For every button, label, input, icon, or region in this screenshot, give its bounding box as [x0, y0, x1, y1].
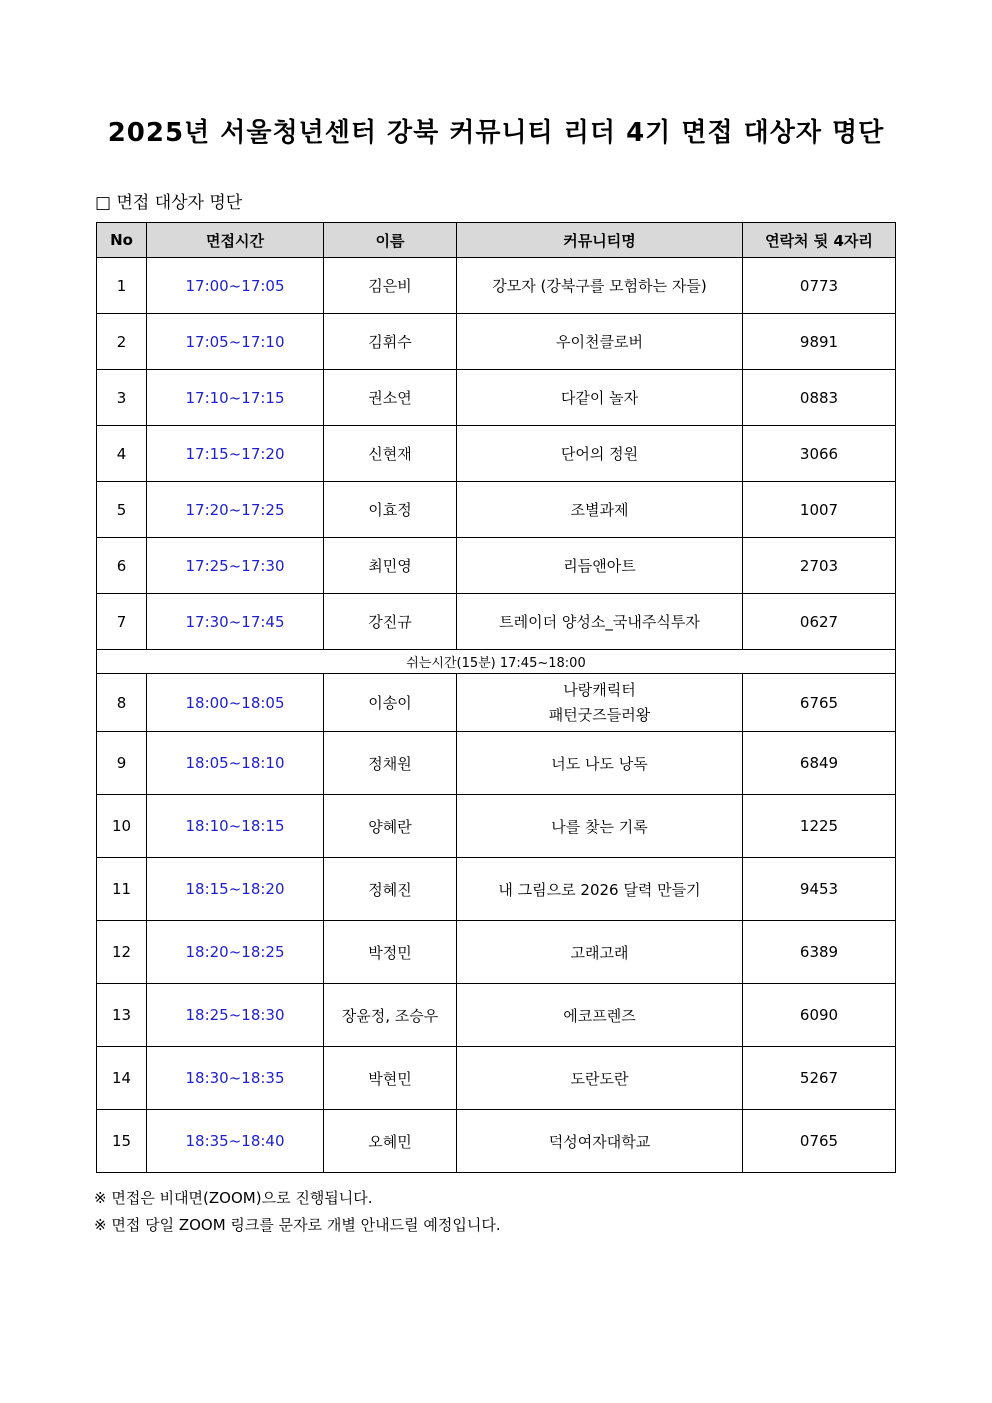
cell-community: 트레이더 양성소_국내주식투자: [457, 594, 743, 650]
cell-name: 이효정: [324, 482, 457, 538]
cell-time: 18:25~18:30: [147, 984, 324, 1047]
cell-time: 18:35~18:40: [147, 1110, 324, 1173]
community-line-1: 나랑캐릭터: [563, 680, 636, 699]
cell-no: 6: [97, 538, 147, 594]
table-row: [97, 258, 896, 314]
cell-time: 18:05~18:10: [147, 732, 324, 795]
cell-no: 3: [97, 370, 147, 426]
cell-phone: 6090: [743, 984, 896, 1047]
cell-time: 18:00~18:05: [147, 674, 324, 732]
cell-community: 덕성여자대학교: [457, 1110, 743, 1173]
cell-community: 다같이 놀자: [457, 370, 743, 426]
table-row: [97, 594, 896, 650]
cell-time: 17:00~17:05: [147, 258, 324, 314]
table-row: [97, 984, 896, 1047]
cell-time: 17:10~17:15: [147, 370, 324, 426]
cell-phone: 0773: [743, 258, 896, 314]
cell-name: 강진규: [324, 594, 457, 650]
header-name: 이름: [324, 223, 457, 258]
table-row: [97, 795, 896, 858]
table-row: [97, 370, 896, 426]
header-no: No: [97, 223, 147, 258]
cell-name: 최민영: [324, 538, 457, 594]
cell-name: 정혜진: [324, 858, 457, 921]
cell-phone: 0883: [743, 370, 896, 426]
header-time: 면접시간: [147, 223, 324, 258]
cell-community: 강모자 (강북구를 모험하는 자들): [457, 258, 743, 314]
table-row: [97, 921, 896, 984]
cell-community: 고래고래: [457, 921, 743, 984]
cell-community: 너도 나도 낭독: [457, 732, 743, 795]
table-row: [97, 482, 896, 538]
table-header-row: [97, 223, 896, 258]
cell-time: 17:15~17:20: [147, 426, 324, 482]
cell-community: 도란도란: [457, 1047, 743, 1110]
cell-name: 양혜란: [324, 795, 457, 858]
footnote: ※ 면접은 비대면(ZOOM)으로 진행됩니다.: [94, 1189, 373, 1207]
header-phone: 연락처 뒷 4자리: [743, 223, 896, 258]
table-row: [97, 674, 896, 732]
footnote: ※ 면접 당일 ZOOM 링크를 문자로 개별 안내드릴 예정입니다.: [94, 1216, 501, 1234]
break-row: [97, 650, 896, 674]
cell-name: 김은비: [324, 258, 457, 314]
cell-phone: 2703: [743, 538, 896, 594]
cell-phone: 6849: [743, 732, 896, 795]
cell-no: 14: [97, 1047, 147, 1110]
cell-community: 내 그림으로 2026 달력 만들기: [457, 858, 743, 921]
cell-name: 이송이: [324, 674, 457, 732]
break-label: 쉬는시간(15분) 17:45~18:00: [97, 650, 896, 674]
cell-phone: 1007: [743, 482, 896, 538]
section-heading-text: 면접 대상자 명단: [116, 193, 243, 213]
cell-phone: 1225: [743, 795, 896, 858]
header-community: 커뮤니티명: [457, 223, 743, 258]
cell-name: 박현민: [324, 1047, 457, 1110]
page-title: 2025년 서울청년센터 강북 커뮤니티 리더 4기 면접 대상자 명단: [107, 118, 885, 148]
cell-time: 18:30~18:35: [147, 1047, 324, 1110]
cell-no: 7: [97, 594, 147, 650]
cell-name: 김휘수: [324, 314, 457, 370]
table-row: [97, 1047, 896, 1110]
cell-phone: 0765: [743, 1110, 896, 1173]
footnotes: [94, 1185, 501, 1239]
table-row: [97, 426, 896, 482]
cell-time: 17:20~17:25: [147, 482, 324, 538]
cell-time: 17:05~17:10: [147, 314, 324, 370]
cell-no: 4: [97, 426, 147, 482]
cell-community: 단어의 정원: [457, 426, 743, 482]
cell-community: 리듬앤아트: [457, 538, 743, 594]
cell-community: [457, 674, 743, 732]
interview-table: [96, 222, 896, 1173]
cell-community: 조별과제: [457, 482, 743, 538]
cell-no: 12: [97, 921, 147, 984]
cell-time: 17:25~17:30: [147, 538, 324, 594]
cell-no: 15: [97, 1110, 147, 1173]
section-heading: [95, 188, 242, 213]
cell-phone: 6389: [743, 921, 896, 984]
cell-name: 박정민: [324, 921, 457, 984]
cell-phone: 6765: [743, 674, 896, 732]
cell-no: 9: [97, 732, 147, 795]
cell-no: 11: [97, 858, 147, 921]
cell-no: 2: [97, 314, 147, 370]
table-row: [97, 314, 896, 370]
table-row: [97, 858, 896, 921]
cell-name: 신현재: [324, 426, 457, 482]
table-row: [97, 538, 896, 594]
cell-no: 8: [97, 674, 147, 732]
cell-phone: 5267: [743, 1047, 896, 1110]
checkbox-bullet-icon: □: [95, 193, 112, 213]
cell-phone: 9891: [743, 314, 896, 370]
cell-name: 오혜민: [324, 1110, 457, 1173]
cell-no: 5: [97, 482, 147, 538]
cell-phone: 3066: [743, 426, 896, 482]
cell-no: 13: [97, 984, 147, 1047]
cell-name: 정채원: [324, 732, 457, 795]
community-line-2: 패턴굿즈들러왕: [548, 705, 651, 724]
cell-phone: 0627: [743, 594, 896, 650]
cell-name: 장윤정, 조승우: [324, 984, 457, 1047]
cell-no: 1: [97, 258, 147, 314]
cell-time: 18:15~18:20: [147, 858, 324, 921]
cell-time: 18:10~18:15: [147, 795, 324, 858]
table-row: [97, 1110, 896, 1173]
cell-community: 나를 찾는 기록: [457, 795, 743, 858]
cell-community: 에코프렌즈: [457, 984, 743, 1047]
cell-no: 10: [97, 795, 147, 858]
cell-community: 우이천클로버: [457, 314, 743, 370]
table-row: [97, 732, 896, 795]
cell-name: 권소연: [324, 370, 457, 426]
cell-time: 17:30~17:45: [147, 594, 324, 650]
cell-time: 18:20~18:25: [147, 921, 324, 984]
cell-phone: 9453: [743, 858, 896, 921]
